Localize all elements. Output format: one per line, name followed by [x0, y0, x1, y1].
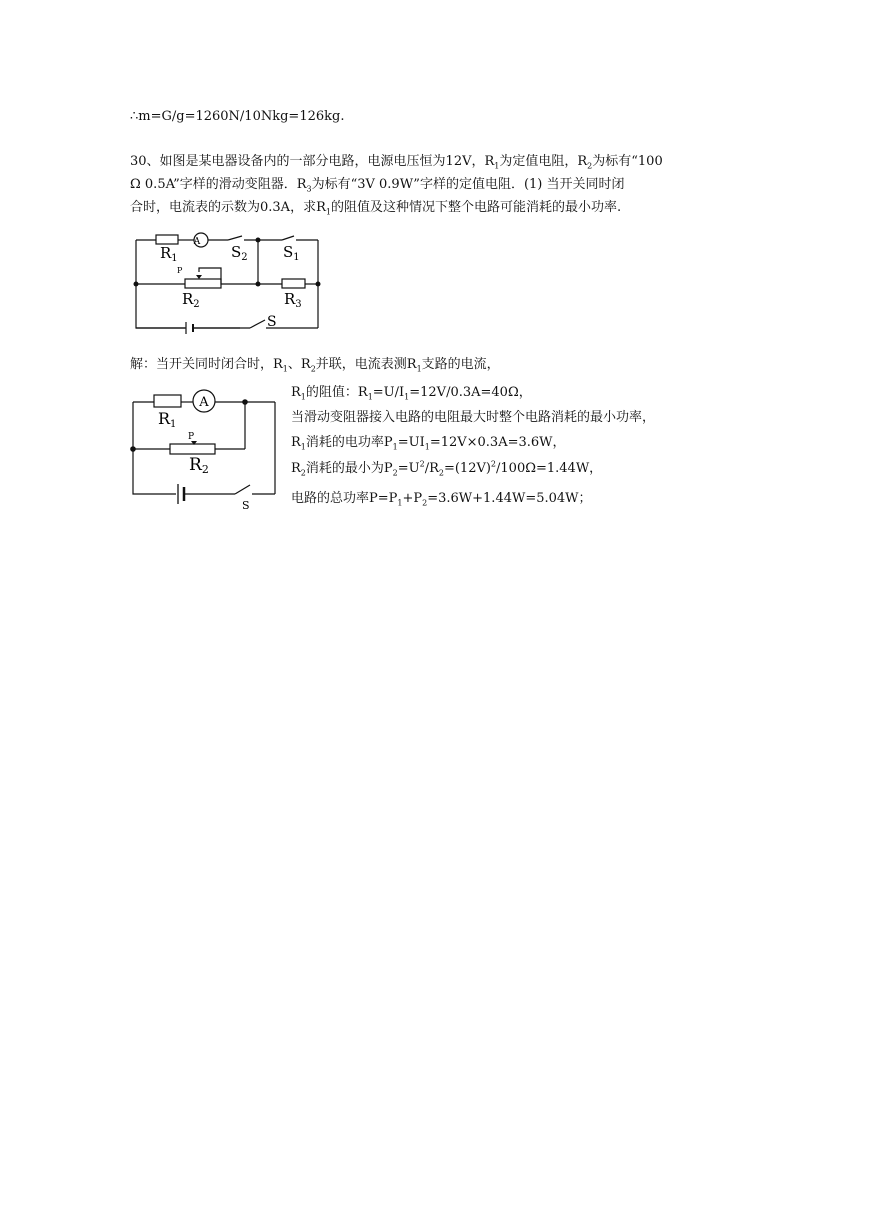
solution-p1: $R_1$消耗的电功率$P_1=UI_1=12V\times 0.3A=3.6W$，	[291, 435, 566, 452]
switch-s	[250, 320, 265, 328]
svg-text:A: A	[193, 237, 201, 247]
problem-line-2: Ω 0.5A”字样的滑动变阻器．$R_3$为标有“3V 0.9W”字样的定值电阻．(1) 当开关同时闭	[130, 177, 625, 194]
solution-condition: 当滑动变阻器接入电路的电阻最大时整个电路消耗的最小功率，	[291, 410, 656, 425]
svg-text:R2: $R_2$	[182, 290, 200, 310]
mass-result: ∴m=G/g=1260N/10Nkg=126kg.	[130, 109, 345, 124]
svg-text:R2: R2	[189, 455, 209, 476]
rheostat-r2	[170, 444, 215, 454]
resistor-r1	[156, 235, 178, 244]
circuit-diagram-1	[130, 228, 325, 334]
svg-text:R3: $R_3$	[284, 290, 302, 310]
resistor-r3	[282, 279, 305, 288]
svg-text:P: P	[188, 432, 195, 442]
resistor-r1	[154, 395, 181, 407]
switch-s1	[282, 236, 294, 240]
solution-r1: $R_1$的阻值：$R_1=U/I_1=12V/0.3A=40\Omega$，	[291, 385, 532, 402]
svg-text:R1: R1	[158, 409, 177, 430]
svg-text:S: S	[242, 499, 250, 510]
switch-s	[235, 485, 250, 494]
svg-text:S: S	[267, 314, 277, 330]
svg-text:S2: $S_2$	[231, 243, 248, 263]
previous-answer-line	[130, 109, 344, 125]
problem-line-1: 30、如图是某电器设备内的一部分电路，电源电压恒为12V，$R_1$为定值电阻，$R_2$为标有“100	[130, 154, 663, 171]
svg-text:S1: $S_1$	[283, 243, 300, 263]
svg-text:P: P	[177, 266, 183, 275]
svg-text:R1: $R_1$	[160, 244, 178, 264]
answer-intro: 解：当开关同时闭合时，$R_1$、$R_2$并联，电流表测$R_1$支路的电流，	[130, 357, 500, 374]
rheostat-r2	[185, 279, 221, 288]
problem-line-3: 合时，电流表的示数为0.3A，求$R_1$的阻值及这种情况下整个电路可能消耗的最小功率.	[130, 200, 622, 217]
circuit-diagram-2	[130, 384, 280, 510]
solution-p2: $R_2$消耗的最小为$P_2=U^2/R_2=(12V)^2/100\Omega=1.44W$，	[291, 459, 603, 478]
svg-text:A: A	[199, 395, 209, 410]
solution-total: 电路的总功率$P=P_1+P_2=3.6W+1.44W=5.04W$；	[291, 491, 592, 508]
switch-s2	[228, 236, 242, 240]
